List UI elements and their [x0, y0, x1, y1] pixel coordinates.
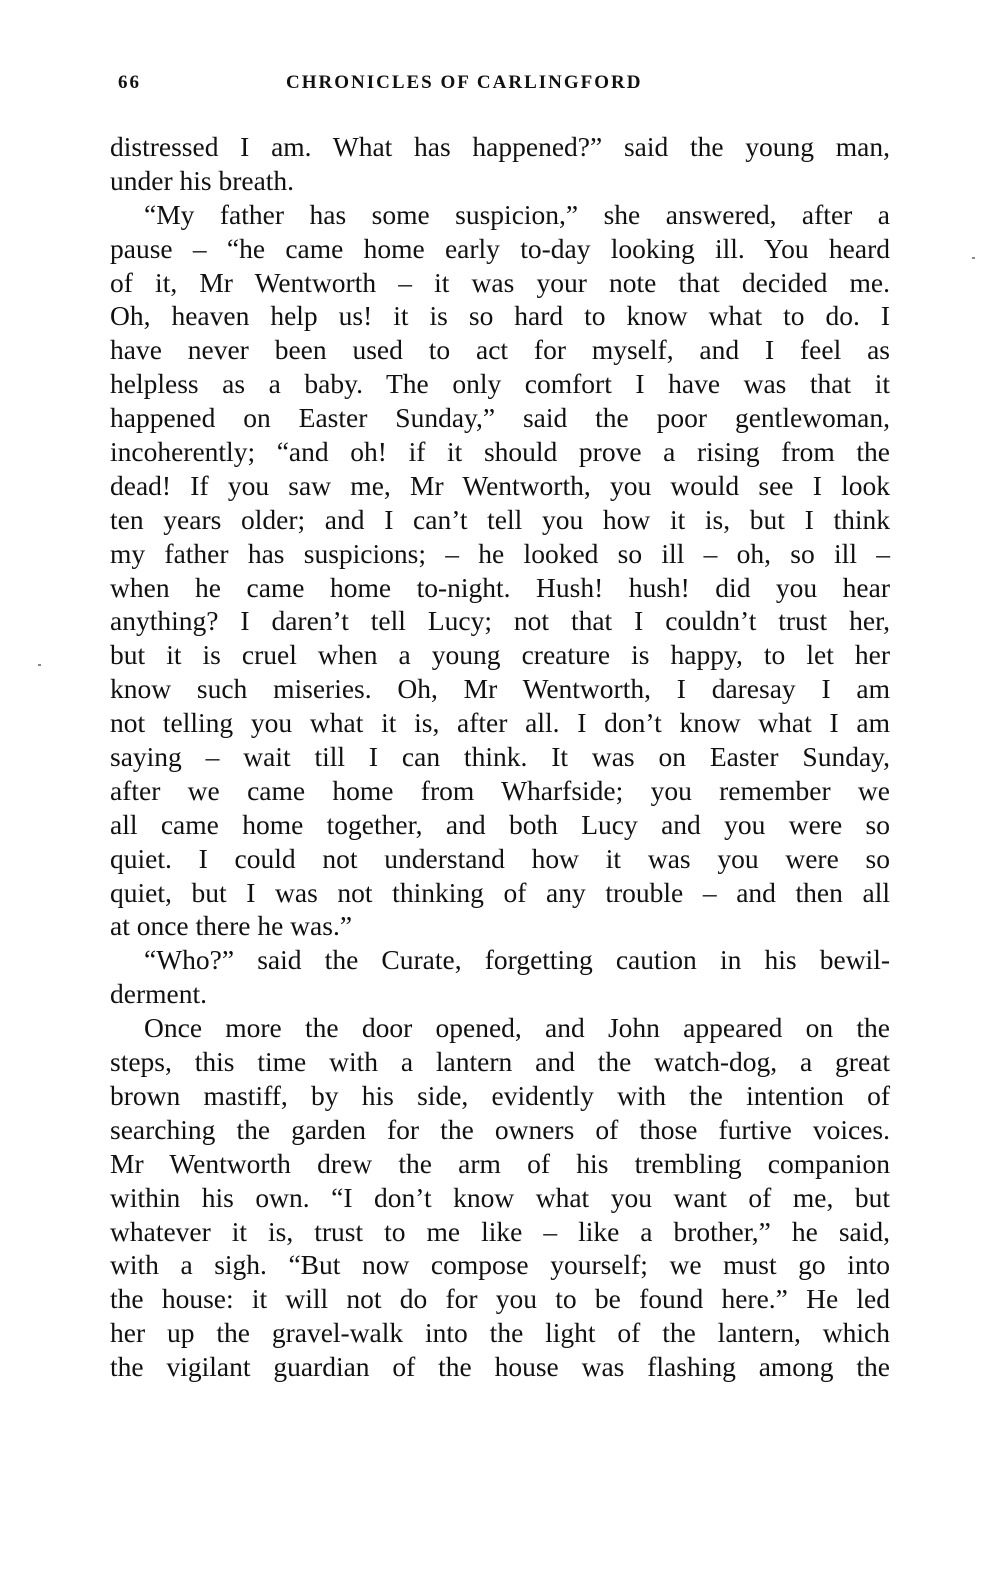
text-line: incoherently; “and oh! if it should prove a rising from the [110, 436, 890, 468]
text-line: not telling you what it is, after all. I don’t know what I am [110, 707, 890, 739]
text-line: the house: it will not do for you to be found here.” He led [110, 1283, 890, 1315]
text-line: distressed I am. What has happened?” said the young man, [110, 131, 890, 162]
body-text [110, 130, 890, 1384]
text-line: steps, this time with a lantern and the watch-dog, a great [110, 1046, 890, 1078]
text-line: dead! If you saw me, Mr Wentworth, you would see I look [110, 469, 890, 501]
text-line: searching the garden for the owners of those furtive voices. [110, 1113, 890, 1145]
text-line: happened on Easter Sunday,” said the poor gentlewoman, [110, 402, 890, 434]
text-line: Oh, heaven help us! it is so hard to know what to do. I [110, 300, 890, 332]
text-line: ten years older; and I can’t tell you how it is, but I think [110, 503, 890, 535]
text-line: her up the gravel-walk into the light of the lantern, which [110, 1317, 890, 1349]
text-line: of it, Mr Wentworth – it was your note that decided me. [110, 266, 890, 298]
text-line: all came home together, and both Lucy and you were so [110, 808, 890, 840]
text-line: after we came home from Wharfside; you remember we [110, 774, 890, 806]
text-line: have never been used to act for myself, and I feel as [110, 334, 890, 366]
scan-speck [972, 257, 975, 259]
text-line: with a sigh. “But now compose yourself; we must go into [110, 1249, 890, 1281]
text-line: pause – “he came home early to-day looking ill. You heard [110, 232, 890, 264]
text-line: helpless as a baby. The only comfort I have was that it [110, 368, 890, 400]
text-line: derment. [110, 978, 207, 1010]
text-line: within his own. “I don’t know what you want of me, but [110, 1181, 890, 1213]
text-line: whatever it is, trust to me like – like a brother,” he said, [110, 1215, 890, 1247]
text-line: when he came home to-night. Hush! hush! did you hear [110, 571, 890, 603]
text-line: at once there he was.” [110, 910, 353, 942]
text-line: brown mastiff, by his side, evidently with the intention of [110, 1079, 890, 1111]
scan-speck [38, 664, 41, 666]
text-line: anything? I daren’t tell Lucy; not that I couldn’t trust her, [110, 605, 890, 637]
text-line: the vigilant guardian of the house was flashing among the [110, 1351, 890, 1383]
text-line: “My father has some suspicion,” she answered, after a [144, 198, 890, 230]
text-line: quiet, but I was not thinking of any trouble – and then all [110, 876, 890, 908]
text-line: know such miseries. Oh, Mr Wentworth, I daresay I am [110, 673, 890, 705]
text-line: “Who?” said the Curate, forgetting caution in his bewil- [144, 944, 890, 976]
text-line: Once more the door opened, and John appeared on the [144, 1012, 890, 1044]
text-line: quiet. I could not understand how it was you were so [110, 842, 890, 874]
page-number: 66 [118, 72, 141, 93]
book-title: CHRONICLES OF CARLINGFORD [286, 72, 643, 93]
text-line: under his breath. [110, 164, 295, 196]
text-line: saying – wait till I can think. It was on Easter Sunday, [110, 741, 890, 773]
running-head [118, 72, 888, 102]
text-line: my father has suspicions; – he looked so ill – oh, so ill – [110, 537, 890, 569]
text-line: but it is cruel when a young creature is happy, to let her [110, 639, 890, 671]
text-line: Mr Wentworth drew the arm of his trembling companion [110, 1147, 890, 1179]
